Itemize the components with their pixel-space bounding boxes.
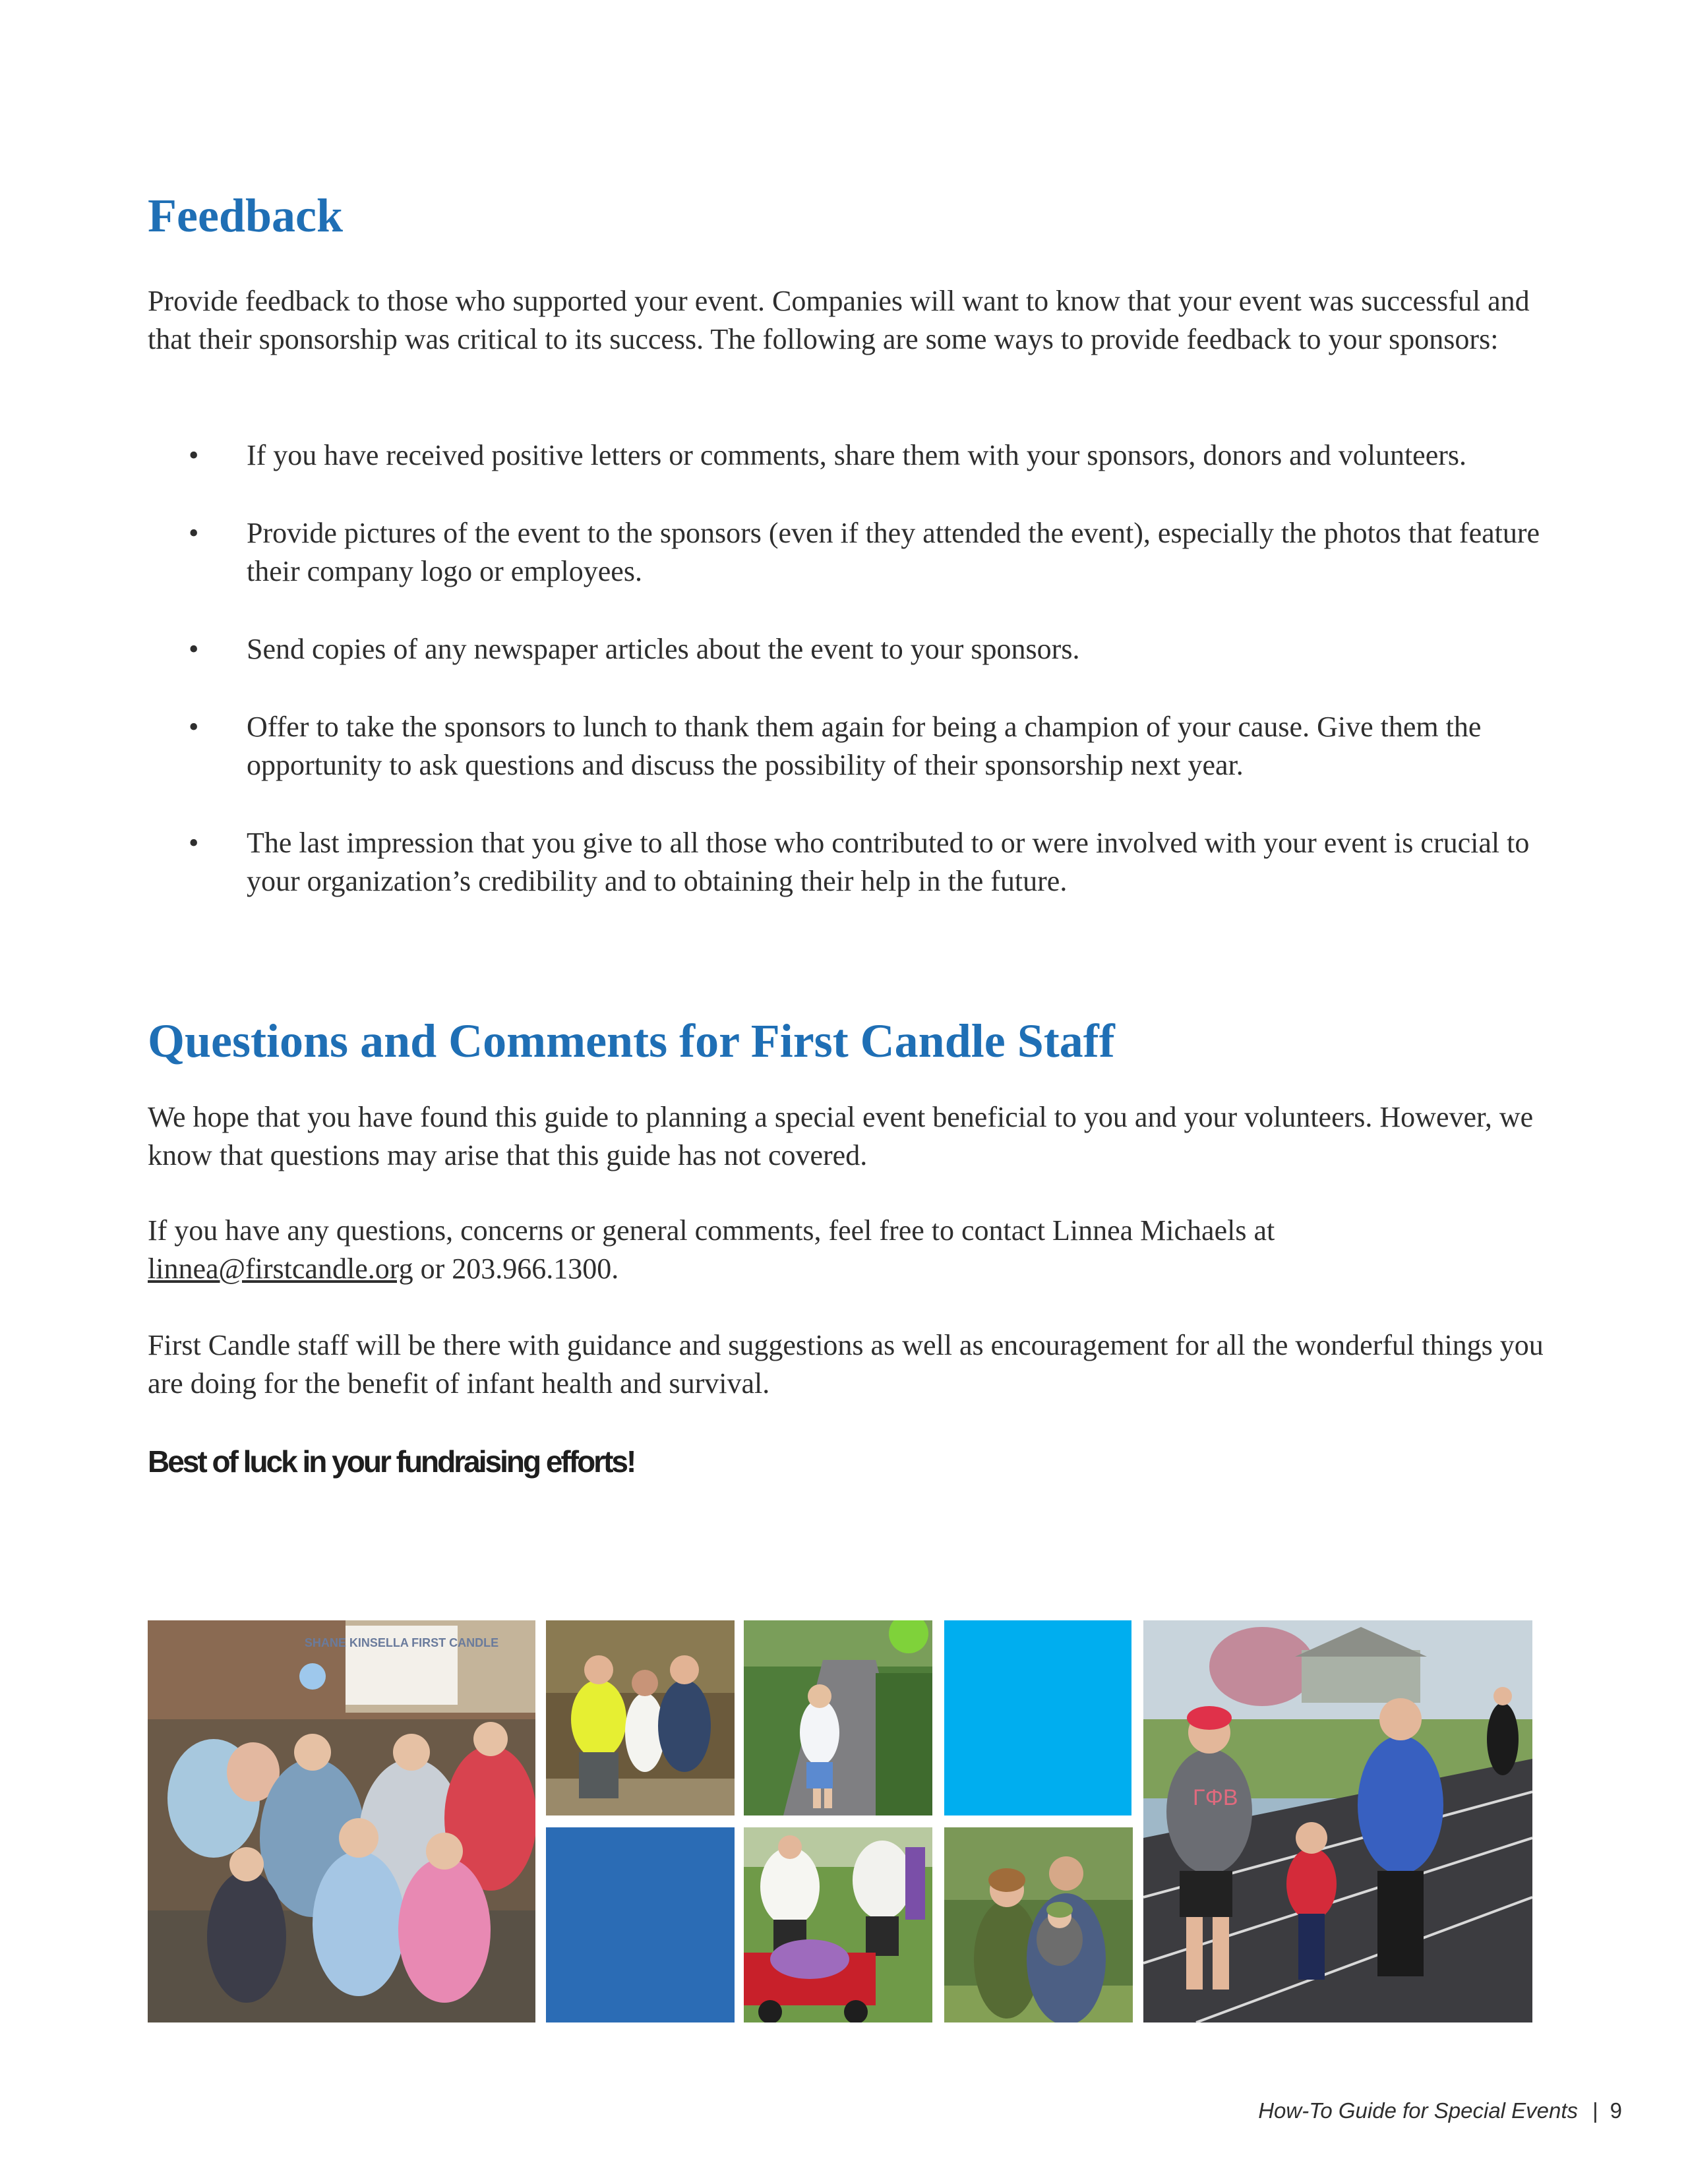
wagon-photo: [744, 1827, 932, 2022]
list-item: • If you have received positive letters or comments, share them with your sponsors, donors and volunteers.: [148, 436, 1546, 475]
bullet-icon: •: [189, 517, 199, 549]
accent-square-light-blue: [944, 1620, 1131, 1815]
shirt-letters: ΓΦΒ: [1193, 1785, 1238, 1810]
bullet-icon: •: [189, 439, 199, 471]
list-item: • Offer to take the sponsors to lunch to thank them again for being a champion of your cause. Give them the opportunity to ask questions and discuss the possibility of their sponsorship next year.: [148, 708, 1546, 784]
list-item: • The last impression that you give to all those who contributed to or were involved with your event is crucial to your organization’s credibility and to obtaining their help in the future.: [148, 824, 1546, 900]
bullet-icon: •: [189, 633, 199, 665]
feedback-heading: Feedback: [148, 189, 343, 242]
accent-square-blue: [546, 1827, 735, 2022]
contact-paragraph: If you have any questions, concerns or general comments, feel free to contact Linnea Michaels at linnea@firstcandle.org or 203.966.1300.: [148, 1214, 1275, 1285]
email-link[interactable]: linnea@firstcandle.org: [148, 1253, 413, 1285]
sign-text: SHANE KINSELLA FIRST CANDLE: [304, 1636, 499, 1649]
list-item: • Provide pictures of the event to the sponsors (even if they attended the event), especially the photos that feature their company logo or employees.: [148, 514, 1546, 591]
footer-title: How-To Guide for Special Events: [1258, 2098, 1579, 2123]
bullet-icon: •: [189, 827, 199, 859]
track-walk-photo: [1143, 1620, 1532, 2022]
golf-photo: [546, 1620, 735, 1815]
feedback-intro: Provide feedback to those who supported your event. Companies will want to know that your event was successful and that their sponsorship was critical to its success. The following are some ways to provide feedback to your sponsors:: [148, 285, 1530, 355]
page-number: 9: [1610, 2098, 1622, 2123]
closing-line: Best of luck in your fundraising efforts!: [148, 1444, 635, 1479]
questions-paragraph-3: First Candle staff will be there with guidance and suggestions as well as encouragement for all the wonderful things you are doing for the benefit of infant health and survival.: [148, 1329, 1544, 1400]
child-walking-photo: [744, 1620, 932, 1815]
feedback-bullet-list: [148, 436, 1546, 940]
footer-separator: |: [1592, 2098, 1598, 2123]
group-photo: [148, 1620, 535, 2022]
page-footer: [1258, 2098, 1622, 2123]
questions-heading: Questions and Comments for First Candle Staff: [148, 1015, 1115, 1067]
list-item: • Send copies of any newspaper articles about the event to your sponsors.: [148, 630, 1546, 668]
questions-paragraph-1: We hope that you have found this guide to planning a special event beneficial to you and your volunteers. However, we know that questions may arise that this guide has not covered.: [148, 1101, 1534, 1171]
couple-with-baby-photo: [944, 1827, 1133, 2022]
bullet-icon: •: [189, 711, 199, 743]
